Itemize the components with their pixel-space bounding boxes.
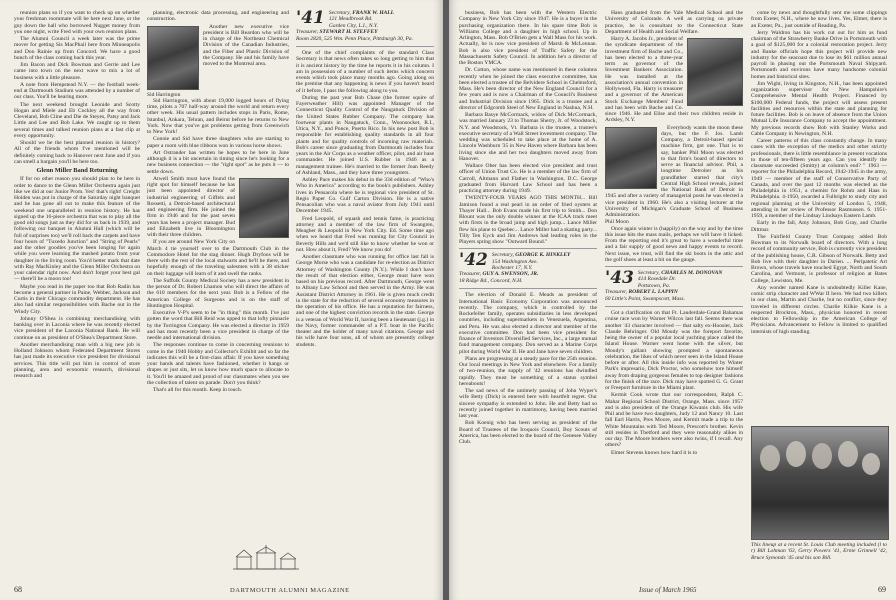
treasurer-address: Room 2820, 525 Wm. Penn Place, Pittsburgh 30, Pa.	[296, 35, 413, 42]
secretary-name: CHARLES M. DONOVAN	[661, 270, 723, 277]
paragraph: Another classmate who was running for office last fall is George Morse who was a candidate for re-election as District Attorney of Washington County (N.Y.). While I don't have the result of that election either, George must have won based on his previous record. After Dartmouth, George went to Albany Law School and then served in the Army. He was Assistant District Attorney in 1961. He is given much credit in the state for the reduction of several economy measures in the operation of his office. He has a reputation for fairness, and one of the highest conviction records in the state. George is a veteran of World War II, having been a lieutenant (j.g.) in the Navy, former commander of a P.T. boat in the Pacific theater and the holder of many naval citations. George and his wife have four sons, all of whom are presently college students.	[296, 254, 434, 348]
paragraph: The responses continue to come in concerning reunions to come in the 1940 Hobby and Collector's Exhibit and so far the indicates this will be a first-class affair. If you have something your hands and talents have fashioned, whether it hangs or drapes or just sits, let us know how much space to allocate to it. You'll be amazed and proud of our classmates when you see the collection of talent on parade. Don't you think?	[147, 342, 289, 386]
paragraph: Everybody wants the moon these days, but the F. Jos. Lamb Company, a Detroit-based special machine firm, got one. That is to say, banker Phil Moon was elected to that firm's board of directors to serve as financial advisor. Phil, a longtime Detroiter as his grandfather started that city's Central High School reveals, joined the National Bank of Detroit in 1945 and after a variety of managerial posts he was elected a vice president in 1960. He's also a visiting lecturer at the University of Michigan's Graduate School of Business Administration.	[605, 124, 743, 218]
right-column-2	[605, 10, 743, 576]
paragraph: Once again winter is (happily) on the way and by the time this issue hits the mass mails, perhaps we will have it licked. From the reporting end it's great to have a wonderful time and a fair supply of good news and happy events to record. Next issue, we trust, will find the ski boots in the attic and the golf shoes at least a bit on the gauge.	[605, 225, 743, 263]
paragraph: Should we be the best planned reunion in history? All of the friends whom I've mentioned will be definitely coming back to Hanover next June and if you can smell a bargain you'll be here too.	[14, 140, 140, 165]
group-photo	[751, 426, 889, 540]
class-header-41	[296, 10, 434, 42]
paragraph: Barbara Basye McCormack, widow of Dick McCormack, was married January 23 to Thomas Sherry, Jr. of Woodstock, N.Y. and Woodstock, Vt. Barbara is the trustee, a trustee's executive secretary of a Wall Street investment company. The wedding was scheduled to take place at the home of A. Lincoln Washburn '35 in New Haven where Barbara has been living since she and her two daughters moved away from Hanover.	[459, 112, 597, 162]
paragraph: Johnny O'Shea is combining merchandising with banking over in Laconia where he was recently elected vice president of the Laconia National Bank. He will continue on as president of O'Shea's Department Store.	[14, 315, 140, 341]
paragraph: The Suffolk County Medical Society has a new president in the person of Dr. Robert Lhamon who will direct the affairs of the 610 members for the next year. Bob is a Fellow of the American College of Surgeons and is on the staff of Huntington Hospital.	[147, 277, 289, 309]
paragraph: Wallace Ober has been elected vice president and trust officer of Union Trust Co. He is a member of the law firm of Carroll, Altmann and Flather in Washington, D.C. George graduated from Harvard Law School and has been a practicing attorney during 1949.	[459, 163, 597, 194]
paragraph: planning, electronic data processing, and engineering and construction.	[147, 10, 289, 23]
treasurer-label: Treasurer,	[459, 271, 482, 278]
class-year: '42	[459, 250, 488, 271]
paragraph: Dr. Cotton, whose name was mentioned in these columns recently when he joined the class executive committee, has been elected a trustee of the Belvidere School in Chelmsford, Mass. He's been director of the New England Council for a few years and is now a Chairman of the Council's Business and Industrial Division since 1965. Dick is a trustee and a director of Edgcomb Steel of New England in Nashua, N.H.	[459, 67, 597, 111]
issue-label: Issue of March 1965	[639, 586, 697, 594]
paragraph: A note from Hempstead N.Y. — the football week-end at Dartmouth Stadium was attended by a number of our class. You'll be hearing more.	[14, 81, 140, 101]
secretary-name: FRANK W. HALL	[352, 10, 395, 16]
paragraph: Fred Leopold, of squash and tennis fame, is practicing attorney and a member of the law firm of Swangren, Meagher & Leopold in New York City. Ed. Some time ago when we heard that Fred was running for City Council in Beverly Hills and we'd still like to know whether he won or not. How about it, Fred? We know you do!	[296, 215, 434, 253]
paragraph: Early in the fall, Amy Johnson, Bob Gray, and Charlie Dittmar.	[751, 220, 887, 233]
paragraph: Any wonder named Kane is undoubtedly Killer Kane, comic strip character and WWar II hero. We had two killers in our class, Martin and Charlie, but no conflict, since they traveled in different circles. Charlie Kilkie Kane is a respected Brockton, Mass., physician honored in recent election to Fellowship in the American College of Physicians. Advancement to Fellow is limited to qualified internists of high standing.	[751, 284, 887, 335]
portrait-photo	[605, 127, 657, 189]
paragraph: The sad news of the untimely passing of John Wyper's wife Betty (Dick) is entered here with heartfelt regret. Our sincere sympathy is extended to John. He and Betty had so recently joined together in matrimony, having been married last year.	[459, 388, 597, 420]
class-header-43	[605, 270, 743, 302]
page-number: 69	[878, 585, 886, 594]
paragraph: Got a clarification on that Ft. Lauderdale-Grand Bahamas cruise race won by Warner Wilcox last fall. Seems there was another '43 character involved — that salty ex-Hoosier, Jack Claude Behringer. Old Moudy was the foreport favorite, being the owner of a popular local yachting place called the Island House. Warner went home with the silver, but Moudy's gallant showing prompted a spontaneous celebration, the likes of which never seen in the Island House before or after. All this inside info was reported by Winter Park's impresario, Dick Proctor, who somehow tore himself away from draping gorgeous females to top designer fashions for the finish of the race. Dick may have spotted G. G. Grant or Freeport furniture in the Miami plant.	[605, 310, 743, 392]
secretary-address: 154 Washington Ave.	[491, 258, 538, 265]
paragraph: The next weekend brought Leonide and Scotty Hogan and Miele and Eb Cockley all the way from Cleveland, Bob Cline and Die de Steyes, Patsy and Jack Little and Lee and Bob Lake. We caught up to them several times and talked reunion plans at a fast clip at every opportunity.	[14, 101, 140, 139]
paragraph: Art Ostrander has written he hopes to be here in June although it is a bit uncertain in timing since he's looking for a new business connection — the "right spot" as he puts it — to settle down.	[147, 149, 289, 175]
photo-caption: Phil Moon	[605, 219, 629, 226]
right-page	[449, 0, 896, 600]
paragraph: Jerry Waldron has his work cut out for him as fund chairman of the Strawberry Banke Drive in Portsmouth with a goal of $125,000 for a colonial restoration project. Jerry and Banke officials hope this project will provide new industry for the seacoast due to lose its $61 million annual payroll in phasing out the Portsmouth Naval Shipyard. Portsmouth and environs have many handsome colonial homes and historical sites.	[751, 29, 887, 80]
secretary-address: Rochester 17, N.Y.	[491, 265, 533, 272]
page-number: 68	[14, 585, 22, 594]
paragraph: Harry A. Jacobs Jr., president of the syndicate department of the investment firm of Bache and Co., has been elected to a three-year term as governor of the Investment Bankers Association. He was installed at the association's annual convention in Hollywood, Fla. Harry is treasurer and a governor of the American Stock Exchange Members' Fund and has been with Bache and Co. since 1946. He and Elise and their two children reside in Ardsley, N.Y.	[605, 36, 743, 124]
paragraph: Elmer Stevens knows how hard it is to	[611, 449, 698, 456]
secretary-name: GEORGE K. HINKLEY	[515, 252, 571, 259]
right-column-1	[459, 10, 597, 576]
paragraph: Sid Harrington, with about 19,000 logged hours of flying time, pilots a 707 half-way around the world and return every other week. His usual pattern includes stops in Paris, Rome, Istanbul, Ankara, Tehran, and Beirut before he returns to New York. Now that you've got problems getting from Greenwich to New York!	[147, 97, 289, 136]
paragraph: Jim Bacon and Dick Bowman and Gerrie and Lee came into town on the next wave to mix a lot of business with a little pleasure.	[14, 62, 140, 81]
paragraph: Jim Wight, living in Kingston, N.H., has been appointed organization supervisor for New Hampshire's Comprehensive Mental Health Project. Financed by $100,000 Federal funds, the project will assess present facilities and resources within the state and planning for future facilities. Bob is on leave of absence from the Union Mutual Life Insurance Company to accept the appointment. My previous records show Bob with Stanley Works and Cable Company in Newington, N.H.	[751, 80, 887, 137]
paragraph: The Alumni Council a week later was the prime mover for getting Sis MacPhail here from Minneapolis and Don Rainie up from Concord. We have a good bunch of the class coming back this year.	[14, 36, 140, 61]
treasurer-name: GUY A. SWENSON, JR.	[482, 271, 539, 278]
treasurer-address: 18 Ridge Rd., Concord, N.H.	[459, 277, 523, 284]
treasurer-name: STEWART H. STEFFEY	[319, 29, 378, 36]
person-face	[760, 445, 780, 471]
portrait-photo	[239, 178, 289, 238]
portrait-photo	[147, 26, 199, 90]
divider	[459, 288, 597, 289]
paragraph: Plans are progressing at a steady pace for the 25th reunion. Our local meetings in New York and elsewhere. For a family of two-reunion, the supply of '42 reunions has dwindled rapidly. They must be something of a status symbol hereabouts!	[459, 355, 597, 387]
secretary-address: Pottstown, Pa.	[637, 282, 671, 289]
paragraph: Another merchandising man with a big new job is Holland Johnson whom Federated Department Stores has just made its executive vice president for divisional services. This title will put him in control of store planning, area and economic research, divisional research and	[14, 341, 140, 379]
divider	[605, 266, 743, 267]
class-year: '41	[296, 10, 325, 28]
paragraph: That's all for this month. Keep in touch.	[153, 387, 243, 394]
paragraph: Executive V-P's seem to be "in thing" this month. I've just gotten the word that Bill Reid was upped to that lofty pinnacle by the Torrington Company. He was elected a director in 1959 and has most recently been a vice president in charge of the needle and international division.	[147, 310, 289, 342]
right-column-3	[751, 10, 887, 422]
paragraph: If you are around New York City on March 4 tie yourself over to the Dartmouth Club in the Commodore Hotel for the stag dinner. Hugh Dryfoos will be there with the rest of the local stalwarts and he'll be there, and hopefully enough of the traveling salesmen with a 38 sticker on their luggage will learn of it and swell the ranks.	[147, 239, 289, 277]
secretary-label: Secretary,	[328, 10, 351, 16]
paragraph: business, Bob has been with the Western Electric Company in New York City since 1947. He is a buyer in the purchasing organization there. In his spare time Bob is Williams College and a daughter in high school. Up in Arlington, Mass. Bob O'Brien gets a Wall Mass for his work. Actually, he is now vice president of Marsh & McLennan. Bob is also vice president of Traffic Safety for the Massachusetts Safety Council. In addition he's a director of the Boston YMCA.	[459, 10, 597, 66]
paragraph: TWENTY-FOUR YEARS AGO THIS MONTH... Bill Jamison found a real pearl in an order of fried oysters at Thayer Hall... Bob Evans made his first trip to Smith... Don Blount was the only double winner at the ICAA track meet with firsts in the broad jump and high jump... Lance Miller flew his plane to Quebec... Lance Miller had a skating party... Tilly Ten Eyck and Jim Andrews had leading roles in the Players spring show "Outward Bound."	[459, 195, 597, 245]
paragraph: Career patterns of this class constantly change. In many cases with the exception of the medics and other strictly professionals, there is little resemblance in present vocations to those of ten-fifteen years ago. Can you identify the classmate succeeded (Smitty) at column's end? " 1963 — reporter for the Philadelphia Record, 1942-1945 in the army, 1949 — member of the staff of Conservative Party of Canada, and over the past 12 months was elected as the Philadelphia in 1951, a chemist for Rohm and Haas in Philadelphia. 4-1950, awarded a Fulbright to study city and regional planning at the University of London 5, 1948, attending in her review of Professor Rasmussen. 6. 1951-1959, a member of the Lindsay Lindsays Eastern Lamb.	[751, 138, 887, 219]
paragraph: During the past year Bob Chase (the former squire of Fayerweather Hill) was appointed Manager of the Connecticut Quality Control of the Naugatuck Division of the United States Rubber Company. The company has footwear plants in Naugatuck, Conn., Woonsocket, R.I., Utica, N.Y., and Ponce, Puerto Rico. In his new post Bob is responsible for establishing quality standards in all four plants and for quality controls of incoming raw materials. Bob's career since graduating from Dartmouth includes four years in the Air Corps as a weather officer, pilot, and air base commander. He joined U.S. Rubber in 1946 as a management trainee. He's married to the former Joan Reedy of Ashland, Mass., and they have three youngsters.	[296, 94, 434, 176]
town-illustration	[231, 543, 301, 571]
left-column-2	[147, 10, 289, 540]
person-face	[838, 441, 858, 467]
class-header-42	[459, 252, 597, 284]
paragraph: Kermit Cook wrote that our correspondent, Ralph C. Mahar Regional School District, Orange, Mass. since 1957 and is also president of the Orange Kiwanis club. His wife Phil and he have two daughters, Judy 12 and Nancy 10. Last fall Earl Harris, Pres Moore, and Kermit made a trip to the White Mountains with Ted Moore, Prescott's brother. Kevin still resides in Thetford and they were reasonably alikes in our day. The Moore brothers were also twins, if I recall. Any others?	[605, 392, 743, 449]
paragraph: Hans graduated from the Yale Medical School and the University of Colorado. A well as carrying on private practice, he is consultant to the Connecticut State Department of Health and Social Welfare.	[605, 10, 743, 35]
secretary-label: Secretary,	[637, 270, 660, 277]
treasurer-address: 60 Little's Point, Swampscott, Mass.	[605, 295, 685, 302]
group-photo-caption: This lineup at a recent St. Louis Club meeting included (l to r) Bill Lohman '63, Gerry Powers '41, Ernie Grinnell '42, Bruce Symonds '45 and his son Bill.	[751, 542, 887, 561]
paragraph: reunion plans so if you want to check up on whether your freshman roommate will be here next June, or the guy down the hall who borrowed Nugget money from you one night, write Fred with your own reunion plans.	[14, 10, 140, 35]
paragraph: Another new executive vice president is Bill Reardon who will be in charge of the Northeast Chemical Division of the Canadian Industries, and the Fiber and Plastic Division of the Company. He and his family have moved to the Montreal area.	[203, 23, 289, 67]
treasurer-label: Treasurer,	[605, 289, 628, 296]
secretary-label: Secretary,	[491, 252, 514, 259]
class-year: '43	[605, 268, 634, 289]
person-face	[786, 441, 806, 467]
secretary-address: 121 Meadbrook Rd.	[328, 16, 373, 23]
treasurer-name: ROBERT L. LAPPIN	[628, 289, 678, 296]
paragraph: The Fairfield County Trust Company added Bob Bowman to its Norwalk board of directors. With a long record of community service, Bob is currently vice president of the publishing house, C.R. Gibson of Norwalk. Betty and Bob live with their daughter in Darien. ... Peripatetic Art Brown, whose travels have touched Egypt, North and South Carolina, and Vermont, is professor of religion at Bates College, Lewiston, Me.	[751, 233, 887, 284]
paragraph: Atwell Smith must have found the right spot for himself because he has just been appointed director of industrial engineering of Giffels and Rossetti, a Detroit-based architectural and engineering firm. He joined the firm in 1946 and for the past seven years has been a project manager. Bud and Elizabeth live in Bloomington with their three children.	[147, 175, 235, 239]
section-heading: Glenn Miller Band Returning	[36, 167, 118, 174]
divider	[459, 248, 597, 249]
paragraph: One of the chief complaints of the standard Class Secretary is that news often takes so long getting to him that it is ancient history by the time he reports it in his column. I am in possession of a number of such items which concern events which took place many months ago. Going along on the premise that any happening is news if you haven't heard of it before, I pass the following along to you.	[296, 50, 434, 94]
portrait-photo	[687, 38, 743, 106]
left-page	[0, 0, 443, 600]
paragraph: come by news and thoughtfully sent me some clippings from Exeter, N.H., where he now lives. Yes, Elmer, there is an Exeter, Pa., just outside of Reading, Pa.	[751, 10, 887, 29]
paragraph: Maybe you read in the paper too that Bob Radin has become a general partner in Paine, Webber, Jackson and Curtis in their Chicago commodity department. He has also had similar responsibilities with Bache out in the Windy City.	[14, 283, 140, 315]
left-column-3	[296, 10, 434, 576]
secretary-address: 414 Rosedale Dr.	[637, 276, 676, 283]
divider	[605, 306, 743, 307]
paragraph: If for no other reason you should plan to be here in order to dance to the Glenn Miller Orchestra again just like we did at our Junior Prom. Yes! that's right! Creight Holden was put in charge of the Saturday night banquet and he has gone all out to make this feature of the weekend one unparalleled in reunion history. He has signed up the 16-piece orchestra that was to play all the good old songs just as they did for us back in 1939, and following our banquet in Alumni Hall (which will be full of surprises too) we'll roll back the carpets and have four hours of "Tuxedo Junction" and "String of Pearls" and the other goodies you've been longing for again while you were learning the mashed potato from your daughter in the living room. You'd better mark that date with Ray MacKinley and the Glenn Miller Orchestra on your calendar right now. And don't forget your best gal — there'll be a moon too!	[14, 176, 140, 283]
person-face	[812, 443, 832, 469]
photo-caption: Sid Harrington	[147, 91, 181, 98]
paragraph: Bob Koenig who has been serving as president of the Board of Trustees of the Iroquois Council, Boy Scouts of America, has been elected to the board of the Genesee Valley Club.	[459, 420, 597, 446]
magazine-title: DARTMOUTH ALUMNI MAGAZINE	[230, 587, 350, 594]
treasurer-label: Treasurer,	[296, 29, 319, 36]
paragraph: Connie and Sid have three daughters who are starting to paper a room with blue ribbons won in various horse shows.	[147, 136, 289, 149]
paragraph: Ashley Pace makes his debut in the 33d edition of "Who's Who in America" according to the book's publishers. Ashley lives in Pensacola where he is regional vice president of St. Regis Paper Co. Gulf Carton Division. He is a native Pensacolian who was a naval aviator from July 1941 until December 1945.	[296, 177, 434, 215]
secretary-address: Garden City, L.I., N.Y.	[328, 22, 378, 29]
paragraph: The election of Donald E. Meads as president of International Basic Economy Corporation was announced recently. The company, which is controlled by the Rockefeller family, operates subsidiaries in less developed countries, including supermarkets in Venezuela, Argentina, and Peru. He was also elected a director and member of the executive committee. Don had been vice president for finance of Investors Diversified Services, Inc., a large mutual fund management company. Don served as a Marine Corps pilot during World War II. He and Jane have seven children.	[459, 292, 597, 355]
left-column-1	[14, 10, 140, 576]
person-face	[862, 453, 880, 475]
divider	[296, 46, 434, 47]
